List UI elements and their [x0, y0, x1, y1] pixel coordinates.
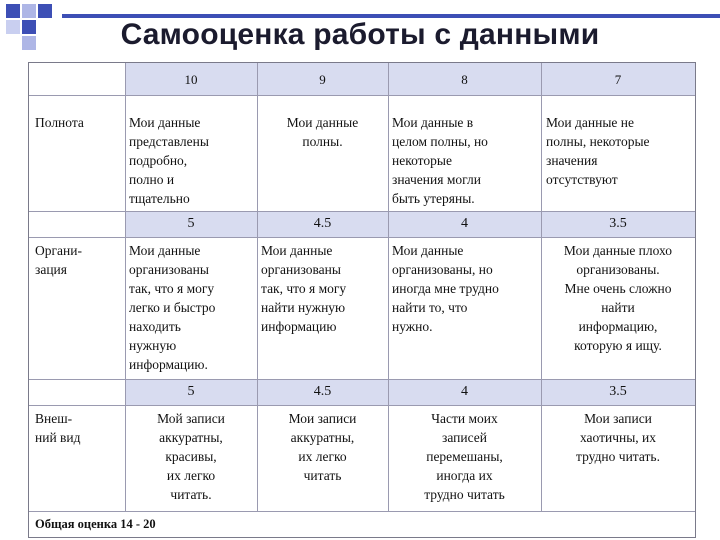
criterion-cell: Мои данные организованы так, что я могу легко и быстро находить нужную информацию.: [129, 243, 216, 372]
criterion-cell: Части моих записей перемешаны, иногда их трудно читать: [424, 411, 505, 502]
grid-line: [29, 405, 695, 406]
total-score: Общая оценка 14 - 20: [35, 517, 156, 531]
score-header: 8: [461, 72, 468, 87]
score-header: 3.5: [609, 384, 627, 399]
criterion-cell: Мои данные плохо организованы. Мне очень сложно найти информацию, которую я ищу.: [563, 243, 673, 353]
criterion-cell: Мои записи аккуратны, их легко читать: [288, 411, 357, 483]
score-header: 7: [614, 72, 622, 87]
grid-line: [29, 511, 695, 512]
score-header: 4: [461, 384, 468, 399]
criterion-cell: Мой записи аккуратны, красивы, их легко читать.: [157, 411, 225, 502]
criterion-cell: Мои записи хаотичны, их трудно читать.: [576, 411, 660, 464]
criterion-cell: Мои данные организованы так, что я могу найти нужную информацию: [261, 243, 347, 334]
score-header: 4: [461, 216, 468, 231]
score-header: 5: [187, 384, 195, 399]
grid-line: [29, 95, 695, 96]
criterion-cell: Мои данные не полны, некоторые значения отсутствуют: [546, 115, 650, 187]
score-header: 4.5: [313, 384, 332, 399]
criterion-cell: Мои данные в целом полны, но некоторые значения могли быть утеряны.: [392, 115, 488, 206]
category-appearance: Внеш- ний вид: [35, 411, 81, 445]
score-header: 5: [187, 216, 195, 231]
criterion-cell: Мои данные полны.: [286, 115, 359, 149]
criterion-cell: Мои данные организованы, но иногда мне трудно найти то, что нужно.: [392, 243, 499, 334]
category-organization: Органи- зация: [35, 243, 82, 277]
score-header: 4.5: [313, 216, 332, 231]
grid-line: [29, 237, 695, 238]
criterion-cell: Мои данные представлены подробно, полно и тщательно: [129, 115, 209, 206]
score-header: 9: [319, 72, 326, 87]
grid-line: [29, 211, 695, 212]
assessment-table: [28, 62, 696, 538]
grid-line: [29, 379, 695, 380]
score-header: 10: [184, 72, 198, 87]
score-header: 3.5: [609, 216, 627, 231]
page-title: Самооценка работы с данными: [120, 18, 600, 51]
category-completeness: Полнота: [35, 115, 84, 130]
